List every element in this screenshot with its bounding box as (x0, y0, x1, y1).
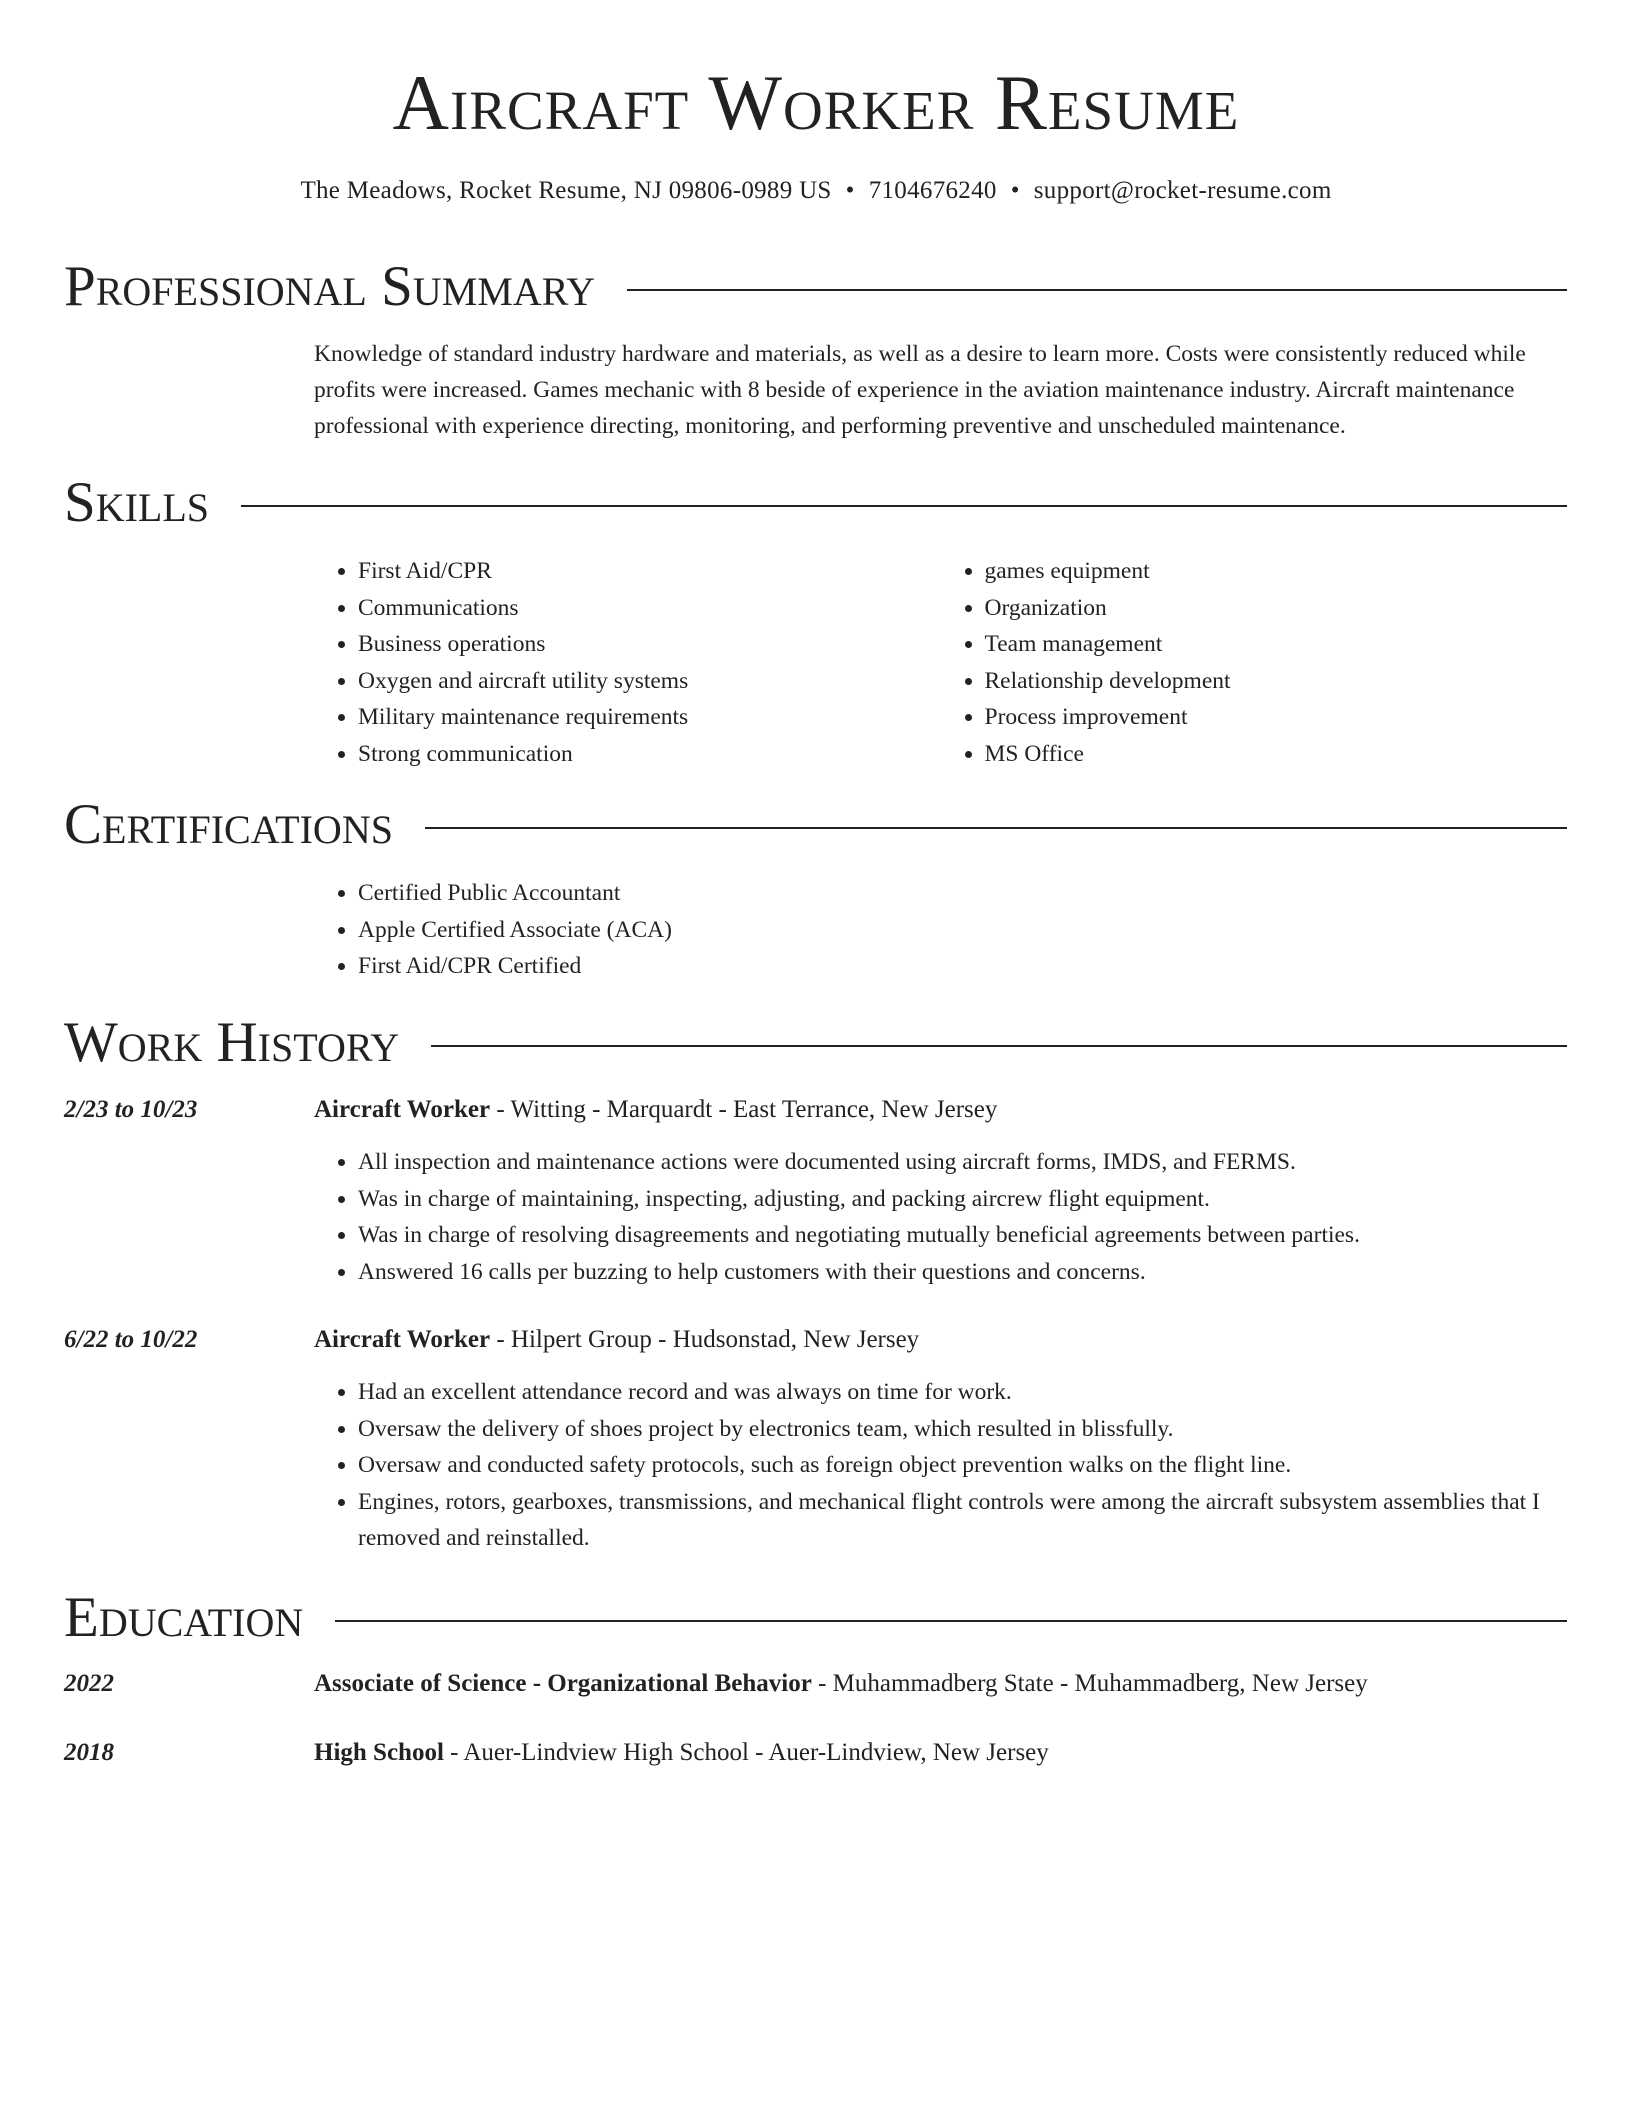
education-heading-line (314, 1666, 1368, 1702)
skills-list-right (941, 553, 1568, 772)
education-year: 2018 (64, 1739, 114, 1766)
job-bullet: • Was in charge of resolving disagreements and negotiating mutually beneficial agreements between parties. (358, 1217, 1567, 1254)
summary-section-header (64, 254, 1567, 320)
skill-item: • Strong communication (358, 736, 941, 773)
summary-heading: Professional Summary (64, 255, 596, 318)
skills-list-left (314, 553, 941, 772)
contact-phone: 7104676240 (868, 177, 997, 204)
education-detail: - Auer-Lindview High School - Auer-Lindview, New Jersey (443, 1739, 1049, 1766)
education-section-header (64, 1585, 1567, 1651)
job-title: Aircraft Worker (314, 1096, 491, 1123)
work-history-section-header (64, 1010, 1567, 1076)
job-date: 6/22 to 10/22 (64, 1326, 198, 1353)
job-detail: - Hilpert Group - Hudsonstad, New Jersey (490, 1326, 920, 1353)
education-degree: High School (314, 1739, 444, 1766)
section-divider (241, 505, 1567, 507)
section-divider (431, 1045, 1567, 1047)
section-divider (627, 289, 1567, 291)
skill-item: • MS Office (985, 736, 1568, 773)
skill-item: • Organization (985, 590, 1568, 627)
certifications-section-header (64, 792, 1567, 858)
job-bullet: • All inspection and maintenance actions were documented using aircraft forms, IMDS, and FERMS. (358, 1144, 1567, 1181)
education-entry (64, 1666, 1567, 1702)
section-divider (425, 827, 1567, 829)
skill-item: • Process improvement (985, 699, 1568, 736)
skill-item: • Business operations (358, 626, 941, 663)
education-entry (64, 1735, 1567, 1771)
skills-columns (314, 553, 1567, 772)
summary-text: Knowledge of standard industry hardware and materials, as well as a desire to learn more. Costs were consistently reduced while profits were increased. Games mechanic with 8 beside of experience in the aviation maintenance industry. Aircraft maintenance professional with experience directing, monitoring, and performing preventive and unscheduled maintenance. (314, 341, 1526, 439)
job-heading (314, 1092, 997, 1128)
contact-email: support@rocket-resume.com (1033, 177, 1332, 204)
job-header (64, 1322, 1567, 1358)
job-bullet: • Engines, rotors, gearboxes, transmissions, and mechanical flight controls were among the aircraft subsystem assemblies that I removed and reinstalled. (358, 1484, 1567, 1557)
skill-item: • Team management (985, 626, 1568, 663)
skills-block (314, 553, 1567, 772)
job-title: Aircraft Worker (314, 1326, 491, 1353)
job-bullets (314, 1144, 1567, 1290)
job-detail: - Witting - Marquardt - East Terrance, New Jersey (490, 1096, 998, 1123)
skill-item: • First Aid/CPR (358, 553, 941, 590)
summary-block (314, 336, 1567, 444)
job-bullet: • Was in charge of maintaining, inspecting, adjusting, and packing aircrew flight equipment. (358, 1181, 1567, 1218)
contact-separator: • (1010, 177, 1020, 204)
education-degree: Associate of Science - Organizational Behavior (314, 1670, 812, 1697)
certification-item: • First Aid/CPR Certified (358, 948, 1567, 985)
education-detail: - Muhammadberg State - Muhammadberg, New Jersey (811, 1670, 1368, 1697)
certifications-heading: Certifications (64, 793, 393, 856)
job-bullet: • Had an excellent attendance record and was always on time for work. (358, 1374, 1567, 1411)
skill-item: • Oxygen and aircraft utility systems (358, 663, 941, 700)
work-history-heading: Work History (64, 1011, 400, 1074)
skill-item: • Communications (358, 590, 941, 627)
job-header (64, 1092, 1567, 1128)
certification-item: • Apple Certified Associate (ACA) (358, 912, 1567, 949)
education-year: 2022 (64, 1670, 114, 1697)
contact-separator: • (845, 177, 855, 204)
resume-title: Aircraft Worker Resume (392, 59, 1240, 146)
skills-section-header (64, 470, 1567, 536)
skill-item: • games equipment (985, 553, 1568, 590)
education-heading-line (314, 1735, 1049, 1771)
job-bullet: • Oversaw the delivery of shoes project by electronics team, which resulted in blissfully. (358, 1411, 1567, 1448)
certifications-list (314, 875, 1567, 985)
job-bullet: • Answered 16 calls per buzzing to help customers with their questions and concerns. (358, 1254, 1567, 1291)
job-date: 2/23 to 10/23 (64, 1096, 198, 1123)
job-bullets-block (314, 1144, 1567, 1290)
contact-line (0, 175, 1632, 207)
job-bullets (314, 1374, 1567, 1557)
job-heading (314, 1322, 919, 1358)
job-bullets-block (314, 1374, 1567, 1557)
certifications-block (314, 875, 1567, 985)
contact-address: The Meadows, Rocket Resume, NJ 09806-0989 US (300, 177, 832, 204)
section-divider (335, 1620, 1567, 1622)
skills-heading: Skills (64, 471, 210, 534)
job-bullet: • Oversaw and conducted safety protocols, such as foreign object prevention walks on the flight line. (358, 1447, 1567, 1484)
certification-item: • Certified Public Accountant (358, 875, 1567, 912)
skill-item: • Relationship development (985, 663, 1568, 700)
skill-item: • Military maintenance requirements (358, 699, 941, 736)
education-heading: Education (64, 1586, 304, 1649)
